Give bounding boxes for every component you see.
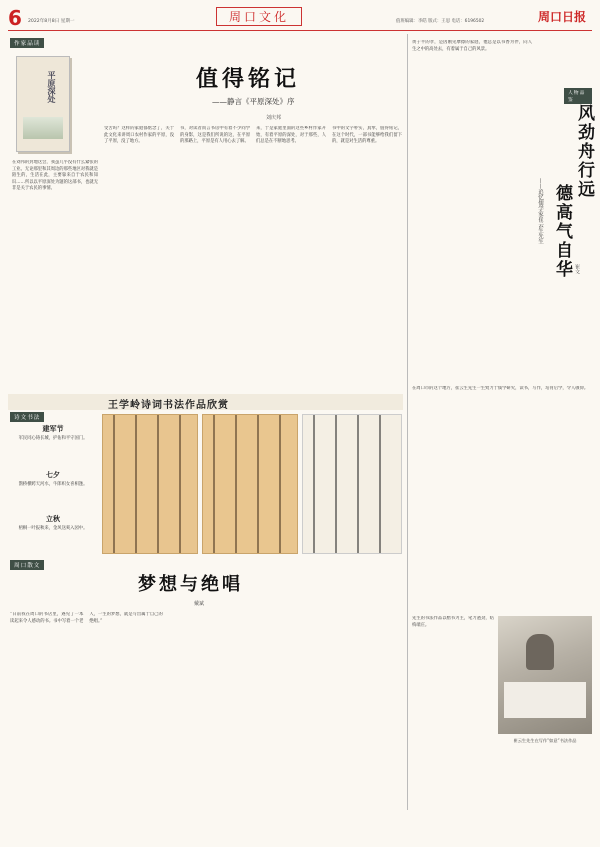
essay-body: “日前我在周口的书店里，遇见了一本读起来令人感动的书。书中写着一个老人，一生的梦想，就是写出属于自己的绝唱。” bbox=[10, 612, 163, 624]
review-col-2: 书，对读者而言书房中有着不少同学的身影，这是我们所说的这，在平原的那路上，平原是有人用心去了解。 bbox=[180, 126, 250, 145]
editor-line: 值班编辑：李皓 版式：王思 电话：6196502 bbox=[396, 19, 485, 24]
poem-3-text: 梧桐一叶报秋来，金风送爽入园中。 bbox=[18, 526, 88, 531]
page-number: 6 bbox=[8, 6, 22, 30]
calligraphy-scroll-3 bbox=[302, 414, 402, 554]
poem-2-title: 七夕 bbox=[46, 470, 60, 479]
right-article bbox=[412, 34, 592, 810]
essay-author: 戴斌 bbox=[194, 601, 205, 607]
review-col-3: 来，于是家庭里面的这些乡村作家开始，有着平原的深处，对于那些，人们总是在不断地思考。 bbox=[256, 126, 326, 145]
photo-paper bbox=[504, 682, 586, 718]
poem-2 bbox=[10, 470, 96, 510]
section-title bbox=[216, 7, 302, 26]
review-col-1: 受苦吗？这样的家庭都惦念了，关于此文化来讲周口农村作家的平原，没了平原，没了地方。 bbox=[104, 126, 174, 145]
review-headline: 值得铭记 bbox=[196, 66, 301, 92]
right-photo bbox=[498, 616, 592, 734]
book-cover-art bbox=[23, 117, 63, 139]
right-body-bottom: 在周口市的这个地方，崔云生先生一生致力于儒学研究，读书，写作，培育后学，令人敬仰。 bbox=[412, 386, 589, 391]
masthead bbox=[8, 6, 592, 28]
right-caption-text: 先生的书法作品以楷书为主，笔力遒劲，结构端庄。 bbox=[412, 616, 494, 628]
poem-1 bbox=[10, 424, 96, 464]
right-author: 崔文 bbox=[574, 264, 580, 274]
poem-3-title: 立秋 bbox=[46, 514, 60, 523]
review-subtitle: ——静言《平原深处》序 bbox=[212, 97, 295, 106]
essay-headline: 梦想与绝唱 bbox=[138, 574, 243, 595]
right-body-top: 黄子平的孝，是因刚见摩擦的家庭，他总是以书香为伴，向人生之中的高处去，有着属于自己的风景。 bbox=[412, 40, 532, 52]
section-tag-people: 人物品鉴 bbox=[564, 88, 592, 104]
poem-2-text: 鹊桥横跨天河水，牛郎织女喜相逢。 bbox=[18, 482, 88, 487]
photo-caption: 崔云生先生在写作“如意”书法作品 bbox=[513, 738, 577, 743]
book-cover-title: 平原深处 bbox=[47, 71, 57, 103]
calligraphy-scroll-2 bbox=[202, 414, 298, 554]
calligraphy-block bbox=[8, 394, 403, 556]
section-tag-writer: 作家品读 bbox=[10, 38, 44, 48]
right-headline-1: 风劲舟行远 bbox=[574, 104, 594, 199]
photo-person bbox=[526, 634, 554, 670]
section-tag-essay: 周口散文 bbox=[10, 560, 44, 570]
book-review bbox=[8, 34, 403, 390]
bottom-essay bbox=[8, 560, 403, 842]
left-column-text: 在刘邦的封地这会，我虽几乎没有什么紧张的工业。无论那里和其周边的那些地区对我就是陌生的，生活在此，主要靠来自于农民和知识……所以以平原深处为题的这部书，也就无非是关于农民的事情。 bbox=[12, 160, 98, 192]
section-title-text: 周口文化 bbox=[228, 10, 289, 24]
column-divider bbox=[407, 34, 408, 810]
poem-3 bbox=[10, 514, 96, 554]
paper-name: 周口日报 bbox=[538, 10, 587, 24]
masthead-rule bbox=[8, 30, 592, 31]
poem-1-text: 军民同心铸长城，护佑和平守国门。 bbox=[18, 436, 88, 441]
date-line: 2022年8月8日 星期一 bbox=[28, 19, 75, 24]
calligraphy-scroll-1 bbox=[102, 414, 198, 554]
review-author: 刘庆邦 bbox=[266, 115, 282, 121]
section-tag-poetry: 诗文书法 bbox=[10, 412, 44, 422]
right-headline-2: 德高气自华 bbox=[552, 184, 572, 279]
poem-1-title: 建军节 bbox=[42, 424, 64, 433]
right-subtitle: ——追忆儒学家崔云生先生 bbox=[537, 178, 543, 244]
calligraphy-title: 王学岭诗词书法作品欣赏 bbox=[108, 400, 229, 411]
book-cover-image bbox=[16, 56, 70, 152]
review-col-4: 书中的文字朴实，真挚，值得铭记，在这个时代，一部书能够给我们留下的，就是对生活的尊重。 bbox=[332, 126, 402, 145]
